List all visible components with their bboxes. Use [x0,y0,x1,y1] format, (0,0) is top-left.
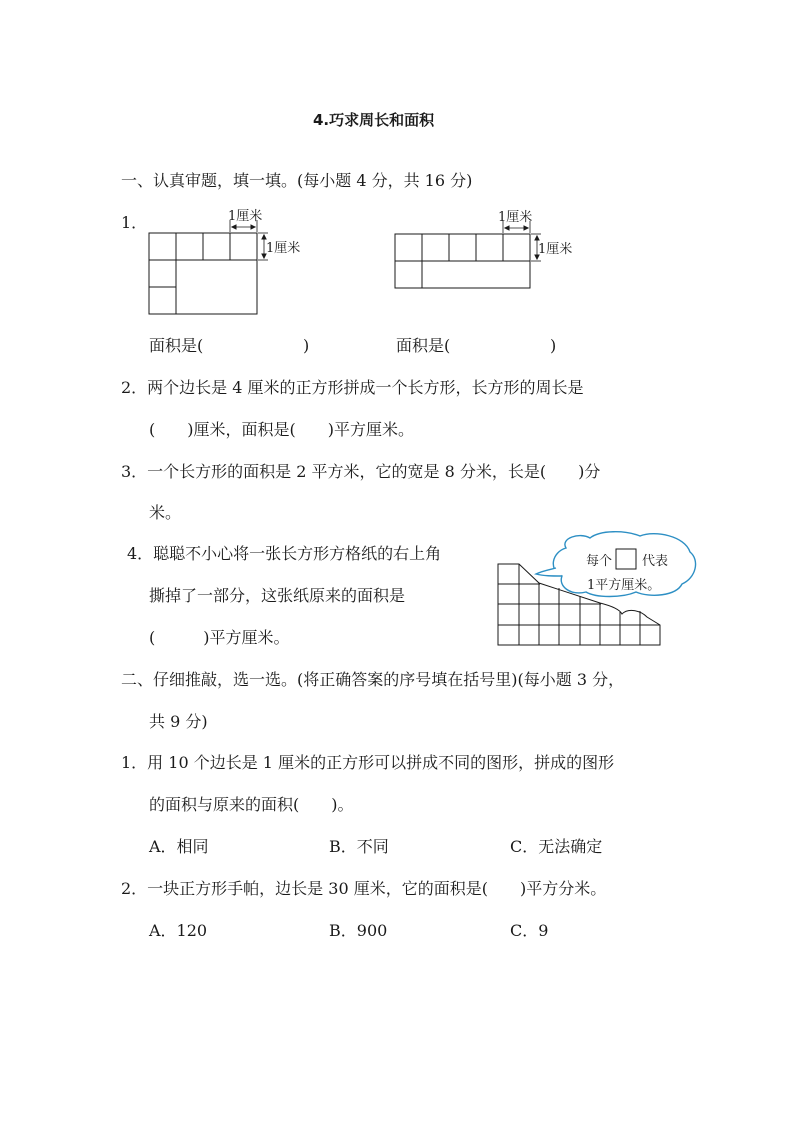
figure-a-area-close-paren: ) [303,336,310,355]
section-2-heading-line-1: 二、仔细推敲，选一选。(将正确答案的序号填在括号里)(每小题 3 分， [121,670,625,689]
figure-a-area-prompt: 面积是( [149,336,204,355]
option-a: A．120 [149,921,208,940]
question-4-line-1: 4．聪聪不小心将一张长方形方格纸的右上角 [127,544,442,563]
figure-a-top-dimension-label: 1厘米 [228,209,263,224]
figure-b-side-dimension-label: 1厘米 [538,242,573,257]
section-2-question-2-line-1: 2．一块正方形手帕，边长是 30 厘米，它的面积是( )平方分米。 [121,879,607,898]
question-1-number: 1． [121,213,148,232]
page-title: 4.巧求周长和面积 [313,111,435,129]
option-c: C．9 [510,921,549,940]
option-b: B．900 [329,921,388,940]
figure-b-area-prompt: 面积是( [396,336,451,355]
figure-a-side-dimension-label: 1厘米 [266,241,301,256]
bubble-text-each: 每个 [586,554,613,569]
figure-b-area-close-paren: ) [550,336,557,355]
question-3-line-2: 米。 [149,503,182,522]
question-4-line-2: 撕掉了一部分，这张纸原来的面积是 [149,586,406,605]
section-2-heading-line-2: 共 9 分) [149,712,208,731]
figure-b-top-dimension-label: 1厘米 [498,210,533,225]
question-2-line-1: 2．两个边长是 4 厘米的正方形拼成一个长方形，长方形的周长是 [121,378,584,397]
question-3-line-1: 3．一个长方形的面积是 2 平方米，它的宽是 8 分米，长是( )分 [121,462,601,481]
question-4-line-3: ( )平方厘米。 [149,628,290,647]
question-2-line-2: ( )厘米，面积是( )平方厘米。 [149,420,414,439]
section-2-question-1-line-1: 1．用 10 个边长是 1 厘米的正方形可以拼成不同的图形，拼成的图形 [121,753,615,772]
bubble-text-represents: 代表 [642,554,669,569]
section-2-question-1-line-2: 的面积与原来的面积( )。 [149,795,354,814]
option-b: B．不同 [329,837,389,856]
option-a: A．相同 [149,837,209,856]
bubble-text-unit: 1平方厘米。 [587,578,661,593]
section-1-heading: 一、认真审题，填一填。(每小题 4 分，共 16 分) [121,171,473,190]
option-c: C．无法确定 [510,837,603,856]
